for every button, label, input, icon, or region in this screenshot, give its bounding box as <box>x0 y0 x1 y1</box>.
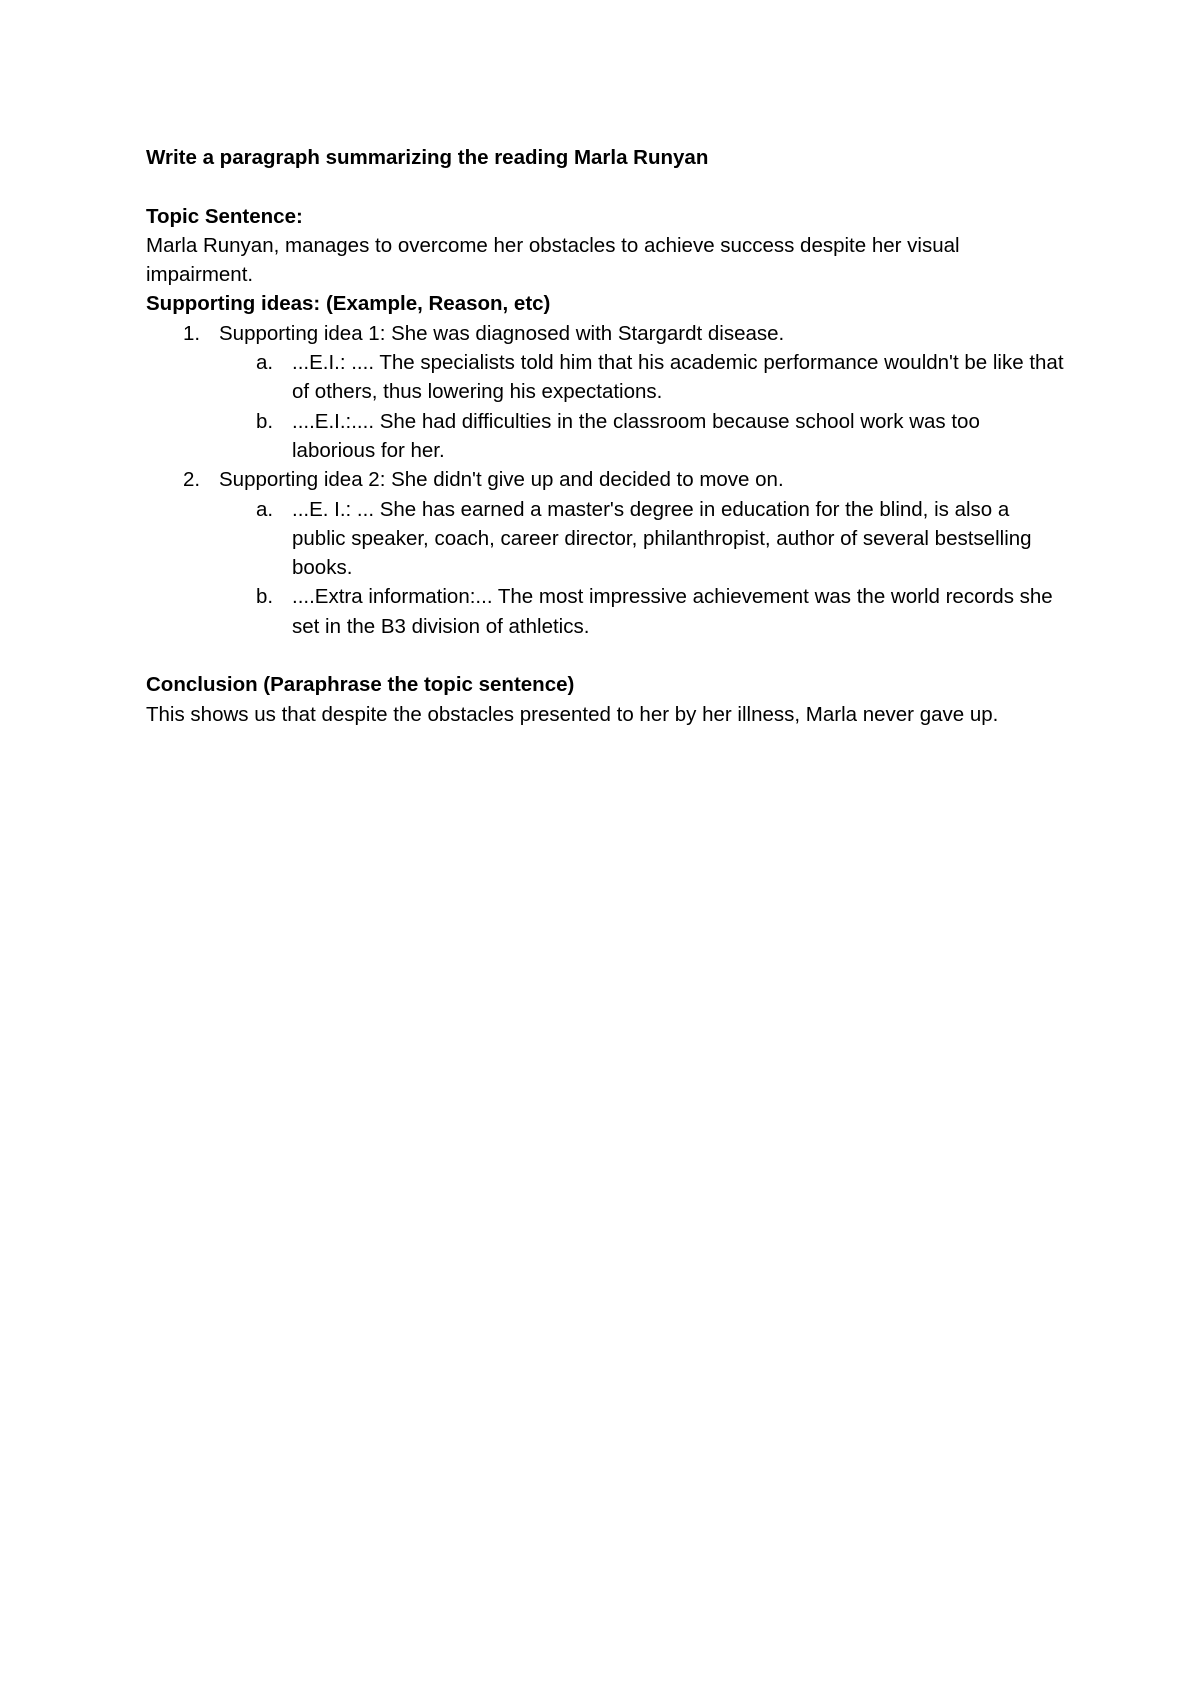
conclusion-text: This shows us that despite the obstacles presented to her by her illness, Marla never gave up. <box>146 702 999 726</box>
supporting-idea-text: Supporting idea 2: She didn't give up and decided to move on. <box>219 468 784 492</box>
document-page <box>146 143 1066 729</box>
sub-item-text: ....E.I.:.... She had difficulties in the classroom because school work was too laborious for her. <box>292 409 980 462</box>
sub-list-item <box>146 495 1066 583</box>
blank-line <box>146 641 1066 670</box>
supporting-ideas-list <box>146 319 1066 641</box>
sub-list-marker: b. <box>256 409 274 433</box>
sub-list-item <box>146 582 1066 641</box>
list-item <box>146 319 1066 465</box>
sub-item-text: ...E. I.: ... She has earned a master's degree in education for the blind, is also a public speaker, coach, career director, philanthropist, author of several bestselling books. <box>292 497 1032 580</box>
sub-list-marker: b. <box>256 585 274 609</box>
sub-item-text: ....Extra information:... The most impressive achievement was the world records she set in the B3 division of athletics. <box>292 585 1053 638</box>
list-marker: 1. <box>183 321 201 345</box>
page-title: Write a paragraph summarizing the reading Marla Runyan <box>146 146 709 169</box>
sub-item-text: ...E.I.: .... The specialists told him that his academic performance wouldn't be like that of others, thus lowering his expectations. <box>292 351 1064 404</box>
sub-list-marker: a. <box>256 351 274 375</box>
sub-list-item <box>146 407 1066 466</box>
sub-list-marker: a. <box>256 497 274 521</box>
topic-sentence-heading: Topic Sentence: <box>146 204 303 228</box>
supporting-ideas-heading: Supporting ideas: (Example, Reason, etc) <box>146 292 551 316</box>
sub-list <box>219 495 1066 641</box>
conclusion-heading: Conclusion (Paraphrase the topic sentence) <box>146 673 575 697</box>
supporting-idea-text: Supporting idea 1: She was diagnosed with Stargardt disease. <box>219 321 785 345</box>
blank-line <box>146 172 1066 201</box>
list-item <box>146 465 1066 641</box>
sub-list <box>219 348 1066 465</box>
topic-sentence-text: Marla Runyan, manages to overcome her obstacles to achieve success despite her visual impairment. <box>146 233 960 287</box>
sub-list-item <box>146 348 1066 407</box>
list-marker: 2. <box>183 468 201 492</box>
